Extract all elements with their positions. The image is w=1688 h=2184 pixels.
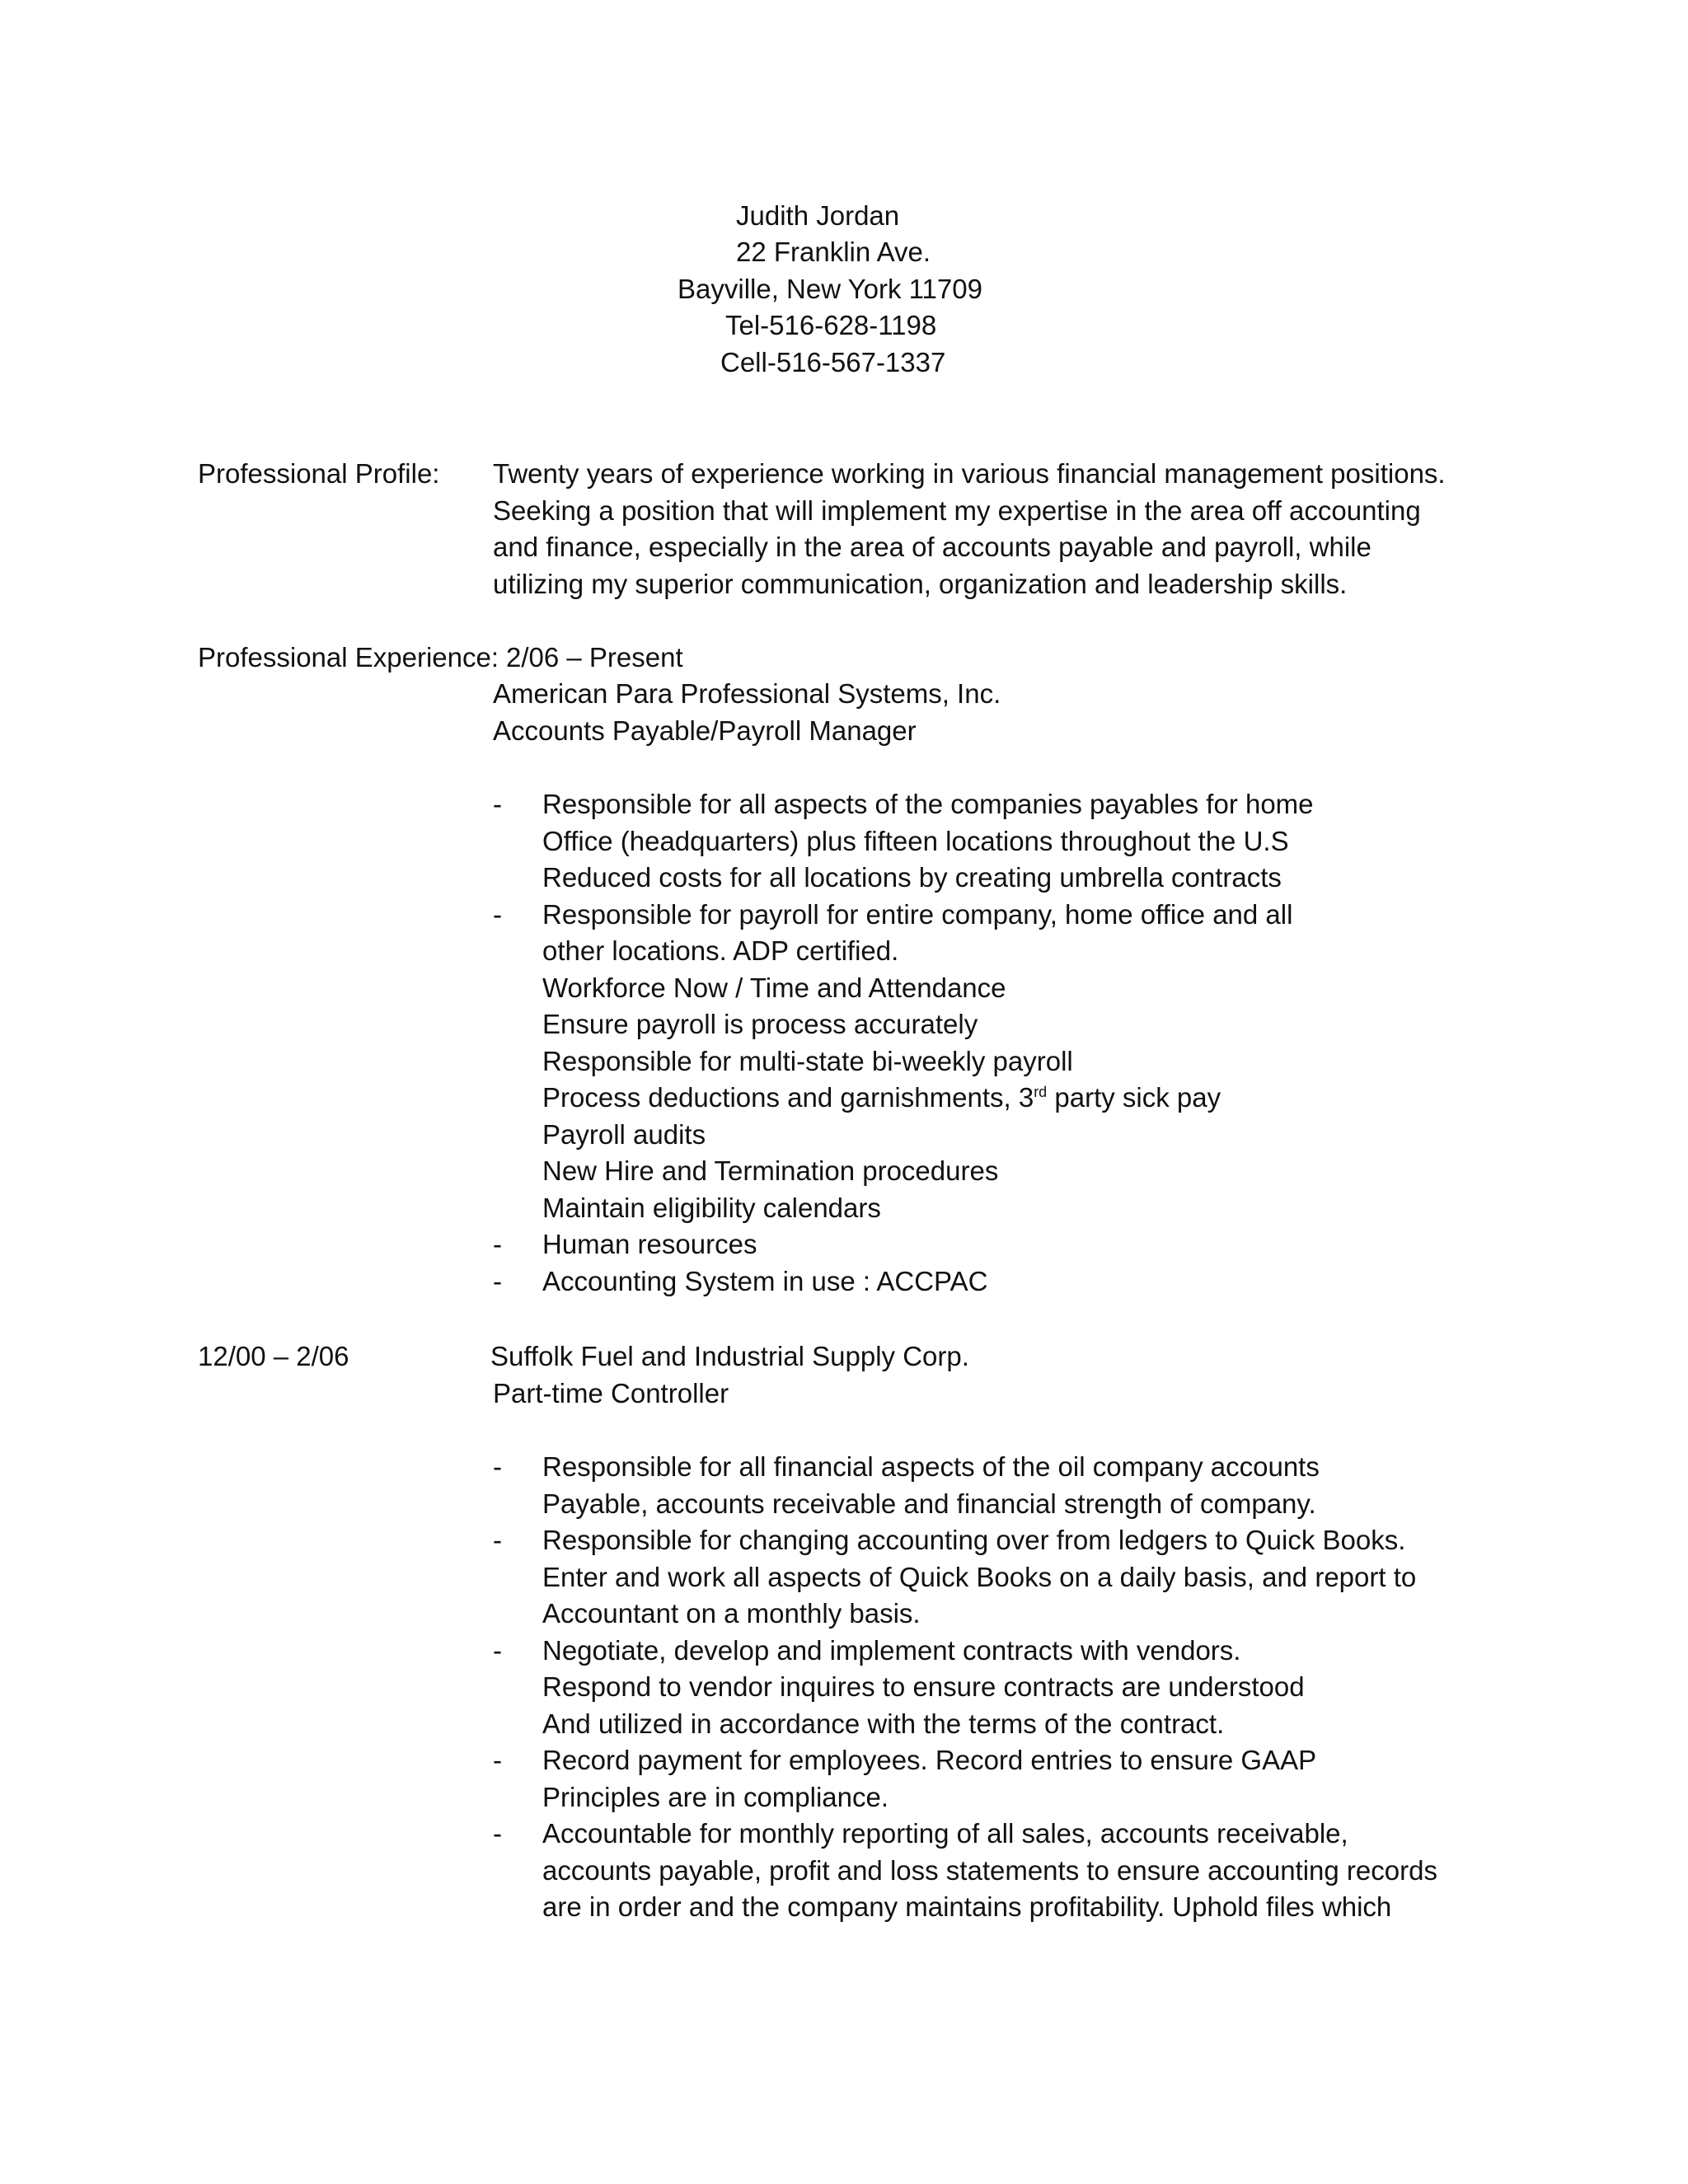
bullet-line: [542, 1080, 1581, 1117]
bullet-dash: -: [493, 1745, 502, 1775]
bullet-line: Enter and work all aspects of Quick Books on a daily basis, and report to: [542, 1561, 1417, 1592]
telephone: Tel-516-628-1198: [725, 310, 937, 340]
bullet-item: [493, 1633, 1581, 1743]
cell-phone: Cell-516-567-1337: [720, 347, 946, 377]
profile-text: [493, 456, 1564, 602]
bullet-dash: -: [493, 1818, 502, 1849]
bullet-line: Payroll audits: [542, 1118, 706, 1150]
bullet-line: New Hire and Termination procedures: [542, 1155, 999, 1186]
bullet-text: Process deductions and garnishments, 3: [542, 1082, 1034, 1113]
bullet-line: other locations. ADP certified.: [542, 935, 899, 966]
job2-bullets: [493, 1449, 1581, 1926]
bullet-line: Responsible for all financial aspects of the oil company accounts: [542, 1451, 1320, 1482]
bullet-line: Respond to vendor inquires to ensure contracts are understood: [542, 1671, 1305, 1702]
bullet-line: Workforce Now / Time and Attendance: [542, 972, 1006, 1003]
name: Judith Jordan: [736, 200, 900, 231]
job2-company: Suffolk Fuel and Industrial Supply Corp.: [490, 1341, 969, 1371]
profile-line: Seeking a position that will implement my expertise in the area off accounting: [493, 494, 1421, 526]
bullet-line: Record payment for employees. Record entries to ensure GAAP: [542, 1745, 1317, 1775]
job2-title: Part-time Controller: [493, 1377, 729, 1408]
bullet-line: are in order and the company maintains profitability. Uphold files which: [542, 1891, 1392, 1922]
job2-header: [490, 1338, 1562, 1412]
bullet-item: [493, 1742, 1581, 1816]
bullet-line: Accounting System in use : ACCPAC: [542, 1265, 988, 1296]
bullet-line: And utilized in accordance with the terms of the contract.: [542, 1708, 1225, 1739]
bullet-line: accounts payable, profit and loss statements to ensure accounting records: [542, 1854, 1437, 1886]
bullet-item: [493, 1226, 1581, 1263]
bullet-item: [493, 1816, 1581, 1926]
bullet-item: [493, 1522, 1581, 1633]
bullet-line: Responsible for changing accounting over from ledgers to Quick Books.: [542, 1525, 1406, 1555]
bullet-dash: -: [493, 789, 502, 819]
bullet-text: party sick pay: [1047, 1082, 1221, 1113]
job1-company: American Para Professional Systems, Inc.: [493, 678, 1001, 709]
street-address: 22 Franklin Ave.: [736, 237, 931, 267]
bullet-line: Principles are in compliance.: [542, 1781, 889, 1812]
bullet-item: [493, 786, 1581, 897]
bullet-dash: -: [493, 1229, 502, 1259]
profile-line: and finance, especially in the area of accounts payable and payroll, while: [493, 532, 1372, 562]
bullet-line: Human resources: [542, 1229, 757, 1259]
profile-line: utilizing my superior communication, organization and leadership skills.: [493, 568, 1348, 599]
job1-header: [493, 676, 1564, 749]
bullet-line: Maintain eligibility calendars: [542, 1192, 881, 1223]
bullet-line: Payable, accounts receivable and financial strength of company.: [542, 1488, 1316, 1519]
job1-title: Accounts Payable/Payroll Manager: [493, 715, 917, 746]
bullet-dash: -: [493, 898, 502, 930]
job1-dates: 2/06 – Present: [506, 642, 683, 673]
bullet-item: [493, 1449, 1581, 1522]
bullet-line: Office (headquarters) plus fifteen locations throughout the U.S: [542, 825, 1289, 856]
profile-line: Twenty years of experience working in various financial management positions.: [493, 458, 1446, 489]
bullet-dash: -: [493, 1265, 502, 1296]
bullet-line: Negotiate, develop and implement contracts with vendors.: [542, 1634, 1241, 1666]
bullet-dash: -: [493, 1634, 502, 1666]
bullet-line: Responsible for payroll for entire company, home office and all: [542, 898, 1293, 930]
bullet-line: Ensure payroll is process accurately: [542, 1009, 978, 1039]
bullet-line: Accountant on a monthly basis.: [542, 1598, 921, 1629]
bullet-line: Responsible for all aspects of the companies payables for home: [542, 789, 1314, 819]
bullet-dash: -: [493, 1451, 502, 1482]
bullet-item: [493, 897, 1581, 1227]
job1-bullets: [493, 786, 1581, 1300]
profile-label: Professional Profile:: [198, 458, 440, 489]
job2-dates: 12/00 – 2/06: [198, 1341, 349, 1371]
bullet-line: Responsible for multi-state bi-weekly payroll: [542, 1045, 1073, 1076]
bullet-line: Reduced costs for all locations by creating umbrella contracts: [542, 862, 1282, 893]
bullet-item: [493, 1263, 1581, 1301]
bullet-dash: -: [493, 1525, 502, 1555]
experience-label: Professional Experience:: [198, 642, 499, 673]
ordinal-superscript: rd: [1034, 1084, 1048, 1100]
city-state-zip: Bayville, New York 11709: [678, 274, 982, 304]
bullet-line: Accountable for monthly reporting of all sales, accounts receivable,: [542, 1818, 1348, 1849]
